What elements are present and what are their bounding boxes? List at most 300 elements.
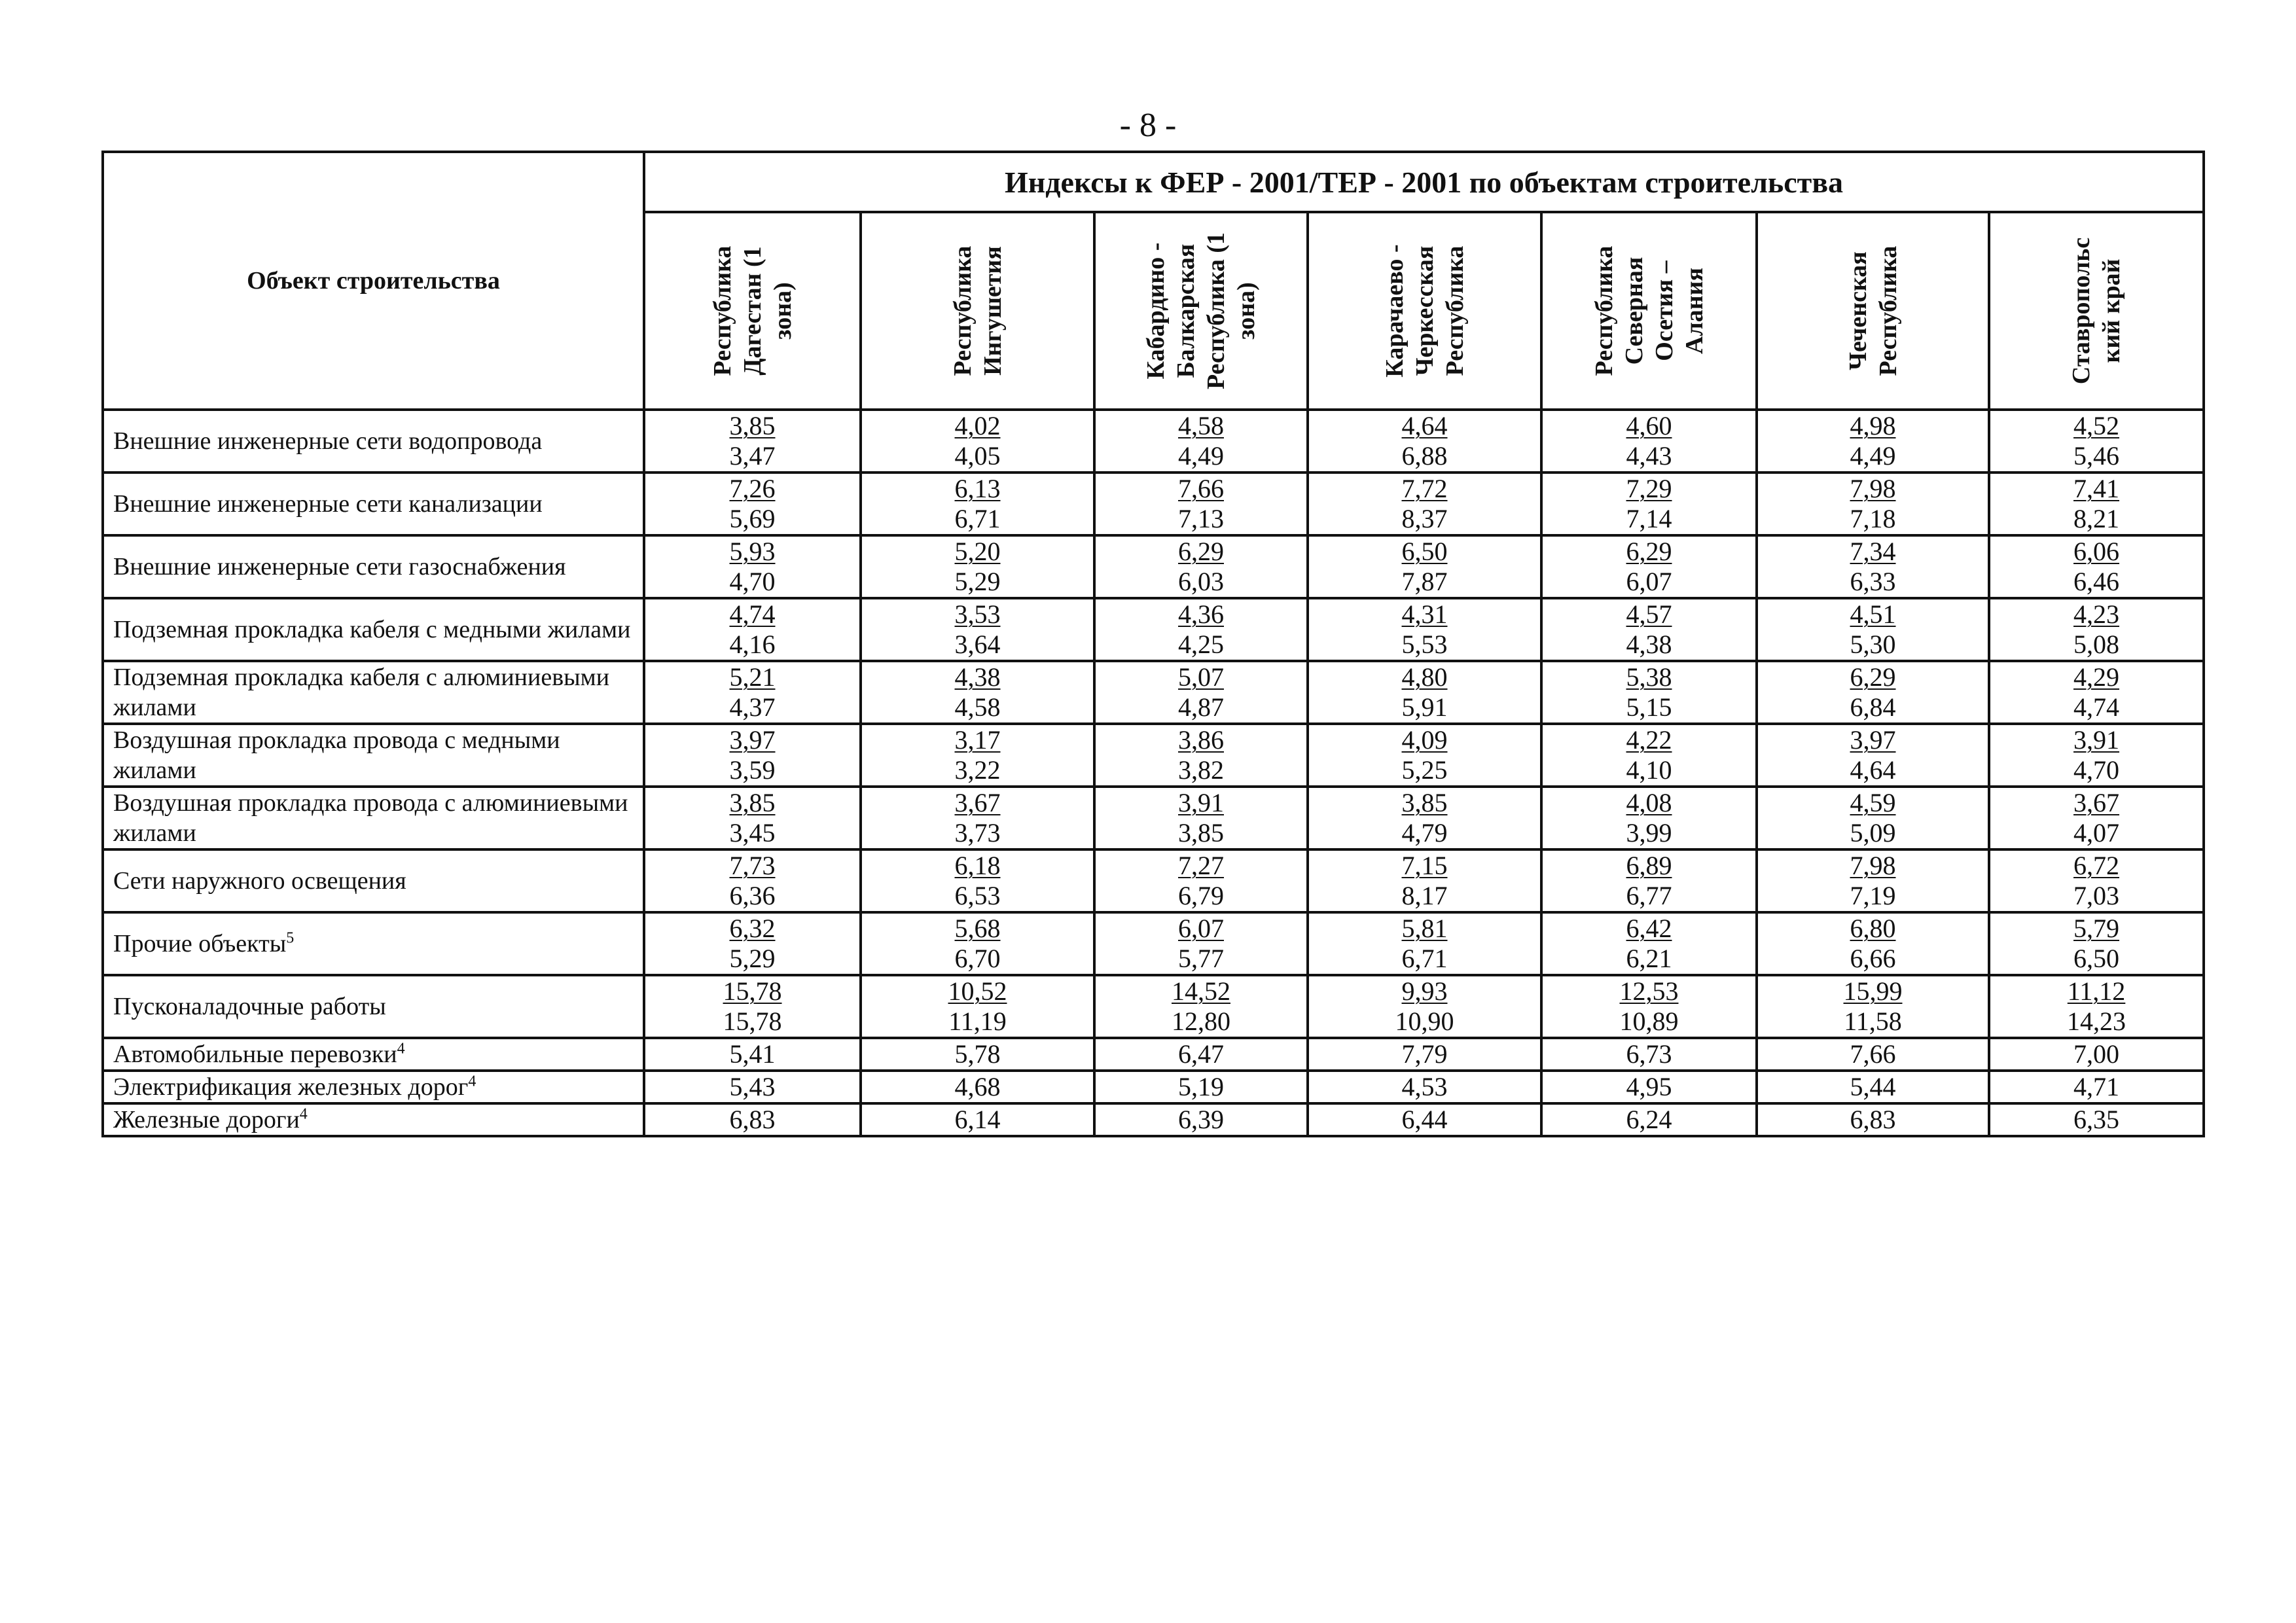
index-cell [644, 410, 861, 473]
index-value-ter: 4,38 [1626, 630, 1672, 659]
index-value: 6,24 [1626, 1105, 1672, 1134]
index-value-fer: 5,07 [1178, 662, 1224, 692]
index-value-fer: 4,02 [954, 411, 1001, 440]
object-name: Пусконаладочные работы [113, 993, 386, 1020]
index-value-ter: 5,08 [2073, 630, 2120, 659]
index-value-ter: 4,05 [954, 441, 1001, 471]
table-row [103, 1038, 2204, 1071]
index-cell [1757, 473, 1989, 535]
index-value-fer: 4,09 [1401, 725, 1448, 755]
index-value: 6,83 [1850, 1105, 1896, 1134]
index-value-ter: 5,91 [1401, 692, 1448, 722]
object-name-cell [103, 1038, 644, 1071]
index-value: 5,44 [1850, 1072, 1896, 1101]
index-cell [1094, 975, 1308, 1038]
index-value-ter: 3,73 [954, 818, 1001, 847]
index-cell [1541, 1071, 1757, 1103]
index-value-ter: 6,71 [954, 504, 1001, 533]
index-value: 7,00 [2073, 1039, 2120, 1069]
index-value-fer: 11,12 [2067, 976, 2126, 1006]
index-value-fer: 7,98 [1850, 474, 1896, 503]
index-value-ter: 3,22 [954, 755, 1001, 785]
index-value-fer: 4,64 [1401, 411, 1448, 440]
index-cell [1757, 1103, 1989, 1136]
index-value-fer: 9,93 [1401, 976, 1448, 1006]
object-name-cell [103, 535, 644, 598]
object-name-cell [103, 1103, 644, 1136]
index-cell [861, 787, 1094, 849]
index-cell [1757, 787, 1989, 849]
index-value-fer: 7,15 [1401, 851, 1448, 880]
table-row [103, 912, 2204, 975]
table-row [103, 724, 2204, 787]
index-value-fer: 5,68 [954, 914, 1001, 943]
index-value-fer: 10,52 [948, 976, 1007, 1006]
index-value-fer: 3,85 [1401, 788, 1448, 817]
index-value-fer: 7,41 [2073, 474, 2120, 503]
index-cell [1757, 410, 1989, 473]
index-value-fer: 3,97 [729, 725, 776, 755]
index-cell [861, 661, 1094, 724]
index-cell [1308, 661, 1541, 724]
index-value-ter: 3,59 [729, 755, 776, 785]
object-name: Подземная прокладка кабеля с медными жилами [113, 616, 631, 643]
index-value-fer: 4,31 [1401, 599, 1448, 629]
index-cell [644, 912, 861, 975]
index-cell [1308, 787, 1541, 849]
region-header-kabardino-balkaria [1094, 212, 1308, 410]
index-value-ter: 4,79 [1401, 818, 1448, 847]
index-cell [1094, 724, 1308, 787]
index-value-fer: 3,17 [954, 725, 1001, 755]
index-value-ter: 10,90 [1395, 1007, 1454, 1036]
object-name-cell [103, 787, 644, 849]
index-cell [1989, 975, 2204, 1038]
index-cell [644, 975, 861, 1038]
index-cell [1989, 473, 2204, 535]
index-value-ter: 11,19 [948, 1007, 1007, 1036]
index-value-fer: 7,72 [1401, 474, 1448, 503]
index-value-ter: 5,29 [729, 944, 776, 973]
index-value-ter: 5,15 [1626, 692, 1672, 722]
index-value-fer: 6,42 [1626, 914, 1672, 943]
index-cell [1094, 473, 1308, 535]
table-body [103, 410, 2204, 1136]
index-cell [1308, 1103, 1541, 1136]
region-header-north-ossetia [1541, 212, 1757, 410]
index-cell [644, 787, 861, 849]
index-value-fer: 7,27 [1178, 851, 1224, 880]
index-cell [1094, 912, 1308, 975]
index-cell [1541, 724, 1757, 787]
index-value-ter: 3,64 [954, 630, 1001, 659]
index-value-ter: 8,37 [1401, 504, 1448, 533]
index-value-fer: 3,67 [954, 788, 1001, 817]
index-value-fer: 4,98 [1850, 411, 1896, 440]
index-value: 5,19 [1178, 1072, 1224, 1101]
object-name: Прочие объекты [113, 930, 287, 957]
index-value: 5,41 [729, 1039, 776, 1069]
index-cell [1308, 912, 1541, 975]
index-cell [861, 598, 1094, 661]
region-header-label: Чеченская Республика [1844, 245, 1902, 376]
index-value-ter: 4,70 [2073, 755, 2120, 785]
index-value-fer: 5,79 [2073, 914, 2120, 943]
index-value-ter: 4,70 [729, 567, 776, 596]
index-cell [1094, 661, 1308, 724]
index-cell [1094, 787, 1308, 849]
index-cell [861, 1071, 1094, 1103]
index-cell [1989, 787, 2204, 849]
index-cell [1757, 598, 1989, 661]
indices-table [101, 151, 2205, 1137]
table-row [103, 661, 2204, 724]
index-value: 4,95 [1626, 1072, 1672, 1101]
index-cell [1094, 1038, 1308, 1071]
region-header-label: Ставропольс кий край [2068, 237, 2126, 385]
region-header-label: Кабардино - Балкарская Республика (1 зона) [1142, 232, 1260, 390]
index-cell [1308, 724, 1541, 787]
region-header-karachay-cherkessia [1308, 212, 1541, 410]
index-value-ter: 3,99 [1626, 818, 1672, 847]
index-value-ter: 6,79 [1178, 881, 1224, 910]
index-value-ter: 6,03 [1178, 567, 1224, 596]
index-cell [1989, 849, 2204, 912]
index-value-ter: 6,46 [2073, 567, 2120, 596]
index-cell [861, 410, 1094, 473]
index-value-fer: 7,98 [1850, 851, 1896, 880]
index-value-fer: 4,22 [1626, 725, 1672, 755]
index-cell [644, 598, 861, 661]
index-cell [1308, 535, 1541, 598]
index-value-ter: 7,19 [1850, 881, 1896, 910]
object-name-cell [103, 410, 644, 473]
indices-group-header: Индексы к ФЕР - 2001/ТЕР - 2001 по объектам строительства [644, 152, 2204, 212]
index-value-fer: 6,18 [954, 851, 1001, 880]
index-cell [1094, 598, 1308, 661]
index-value-fer: 7,73 [729, 851, 776, 880]
index-value-fer: 5,20 [954, 537, 1001, 566]
index-value-fer: 4,23 [2073, 599, 2120, 629]
index-value-ter: 4,49 [1850, 441, 1896, 471]
index-cell [1541, 535, 1757, 598]
region-header-ingushetia [861, 212, 1094, 410]
index-value-fer: 15,99 [1843, 976, 1903, 1006]
index-value-ter: 3,82 [1178, 755, 1224, 785]
index-value-fer: 4,74 [729, 599, 776, 629]
index-value: 7,66 [1850, 1039, 1896, 1069]
index-value: 5,78 [954, 1039, 1001, 1069]
index-value-fer: 15,78 [723, 976, 782, 1006]
index-cell [1989, 1071, 2204, 1103]
index-cell [1308, 473, 1541, 535]
index-value-ter: 5,53 [1401, 630, 1448, 659]
index-cell [861, 724, 1094, 787]
index-value-fer: 6,07 [1178, 914, 1224, 943]
index-value-fer: 4,52 [2073, 411, 2120, 440]
region-header-stavropol [1989, 212, 2204, 410]
index-value-ter: 6,66 [1850, 944, 1896, 973]
index-value-ter: 6,70 [954, 944, 1001, 973]
footnote-marker: 4 [468, 1073, 476, 1090]
index-value-ter: 4,64 [1850, 755, 1896, 785]
index-value-fer: 4,36 [1178, 599, 1224, 629]
index-cell [1757, 849, 1989, 912]
index-cell [1989, 1038, 2204, 1071]
index-value-ter: 4,49 [1178, 441, 1224, 471]
table-row [103, 535, 2204, 598]
index-cell [1541, 1103, 1757, 1136]
index-cell [1541, 661, 1757, 724]
index-value-fer: 6,80 [1850, 914, 1896, 943]
index-cell [1094, 535, 1308, 598]
index-cell [1308, 1038, 1541, 1071]
region-header-chechnya [1757, 212, 1989, 410]
index-cell [1757, 724, 1989, 787]
index-value-fer: 3,91 [1178, 788, 1224, 817]
index-cell [1989, 535, 2204, 598]
index-value-fer: 4,29 [2073, 662, 2120, 692]
index-value-fer: 3,86 [1178, 725, 1224, 755]
index-cell [644, 473, 861, 535]
index-value-fer: 4,57 [1626, 599, 1672, 629]
object-name-cell [103, 661, 644, 724]
index-value-ter: 6,21 [1626, 944, 1672, 973]
index-cell [1094, 1103, 1308, 1136]
table-row [103, 849, 2204, 912]
index-value-ter: 4,37 [729, 692, 776, 722]
object-name: Воздушная прокладка провода с медными жилами [113, 726, 560, 784]
region-header-label: Республика Дагестан (1 зона) [708, 245, 797, 376]
index-value-ter: 5,46 [2073, 441, 2120, 471]
index-value-fer: 6,29 [1850, 662, 1896, 692]
index-value-fer: 7,26 [729, 474, 776, 503]
index-value: 4,53 [1401, 1072, 1448, 1101]
index-value-fer: 6,72 [2073, 851, 2120, 880]
object-name: Электрификация железных дорог [113, 1073, 469, 1101]
index-value-fer: 4,51 [1850, 599, 1896, 629]
index-cell [1541, 410, 1757, 473]
object-name: Внешние инженерные сети газоснабжения [113, 553, 566, 580]
index-cell [861, 535, 1094, 598]
index-value-ter: 6,84 [1850, 692, 1896, 722]
index-value-fer: 5,81 [1401, 914, 1448, 943]
index-cell [1757, 975, 1989, 1038]
object-name: Воздушная прокладка провода с алюминиевыми жилами [113, 789, 628, 847]
index-value-fer: 5,21 [729, 662, 776, 692]
index-cell [1308, 975, 1541, 1038]
table-row [103, 473, 2204, 535]
index-value-ter: 15,78 [723, 1007, 782, 1036]
index-value-ter: 3,85 [1178, 818, 1224, 847]
index-value-fer: 6,29 [1178, 537, 1224, 566]
index-value: 7,79 [1401, 1039, 1448, 1069]
index-cell [1308, 410, 1541, 473]
index-value: 6,83 [729, 1105, 776, 1134]
index-cell [861, 849, 1094, 912]
index-cell [1541, 787, 1757, 849]
index-value-fer: 6,89 [1626, 851, 1672, 880]
index-value-ter: 6,53 [954, 881, 1001, 910]
index-value-ter: 7,18 [1850, 504, 1896, 533]
index-value-ter: 4,43 [1626, 441, 1672, 471]
index-cell [1989, 1103, 2204, 1136]
index-cell [1541, 473, 1757, 535]
page-number: - 8 - [1119, 107, 1177, 144]
index-value-ter: 5,69 [729, 504, 776, 533]
index-value-ter: 4,87 [1178, 692, 1224, 722]
object-column-header: Объект строительства [103, 152, 644, 410]
index-value-fer: 3,67 [2073, 788, 2120, 817]
index-value-fer: 3,85 [729, 788, 776, 817]
index-value-ter: 7,14 [1626, 504, 1672, 533]
index-value: 4,71 [2073, 1072, 2120, 1101]
index-value-fer: 4,59 [1850, 788, 1896, 817]
index-cell [1989, 410, 2204, 473]
index-value-ter: 5,29 [954, 567, 1001, 596]
table-row [103, 787, 2204, 849]
index-cell [1094, 410, 1308, 473]
index-cell [644, 1071, 861, 1103]
index-value-ter: 7,13 [1178, 504, 1224, 533]
region-header-dagestan [644, 212, 861, 410]
index-value-ter: 6,88 [1401, 441, 1448, 471]
index-value-fer: 5,38 [1626, 662, 1672, 692]
index-value-ter: 6,71 [1401, 944, 1448, 973]
index-cell [861, 1103, 1094, 1136]
index-value: 6,73 [1626, 1039, 1672, 1069]
footnote-marker: 4 [299, 1105, 308, 1123]
index-cell [644, 1103, 861, 1136]
object-name: Сети наружного освещения [113, 867, 406, 895]
index-value-fer: 4,58 [1178, 411, 1224, 440]
index-value-ter: 6,33 [1850, 567, 1896, 596]
index-value-fer: 6,06 [2073, 537, 2120, 566]
index-value-ter: 4,07 [2073, 818, 2120, 847]
index-cell [1757, 1038, 1989, 1071]
index-value-fer: 3,91 [2073, 725, 2120, 755]
index-value-ter: 3,45 [729, 818, 776, 847]
index-cell [1989, 661, 2204, 724]
index-value-ter: 14,23 [2067, 1007, 2126, 1036]
index-cell [1541, 1038, 1757, 1071]
index-cell [861, 975, 1094, 1038]
index-value-ter: 4,25 [1178, 630, 1224, 659]
object-name: Автомобильные перевозки [113, 1041, 397, 1068]
index-value-ter: 6,07 [1626, 567, 1672, 596]
index-cell [1757, 912, 1989, 975]
region-header-label: Республика Ингушетия [948, 245, 1007, 376]
index-cell [644, 1038, 861, 1071]
index-cell [644, 849, 861, 912]
object-name: Железные дороги [113, 1106, 300, 1133]
index-value-fer: 5,93 [729, 537, 776, 566]
object-name-cell [103, 724, 644, 787]
index-cell [1757, 535, 1989, 598]
index-value-fer: 4,80 [1401, 662, 1448, 692]
index-value-fer: 4,08 [1626, 788, 1672, 817]
index-cell [861, 912, 1094, 975]
index-cell [1541, 912, 1757, 975]
index-value: 4,68 [954, 1072, 1001, 1101]
index-cell [861, 473, 1094, 535]
index-value-fer: 7,29 [1626, 474, 1672, 503]
index-cell [1757, 1071, 1989, 1103]
index-value-ter: 5,77 [1178, 944, 1224, 973]
index-value-ter: 6,36 [729, 881, 776, 910]
index-cell [1308, 849, 1541, 912]
index-cell [1989, 724, 2204, 787]
region-header-label: Карачаево - Черкесская Республика [1380, 244, 1469, 378]
index-cell [1541, 849, 1757, 912]
object-name-cell [103, 598, 644, 661]
index-value-ter: 5,25 [1401, 755, 1448, 785]
index-cell [644, 724, 861, 787]
index-value: 5,43 [729, 1072, 776, 1101]
index-cell [861, 1038, 1094, 1071]
table-row [103, 1071, 2204, 1103]
index-value-ter: 6,77 [1626, 881, 1672, 910]
object-name: Подземная прокладка кабеля с алюминиевыми жилами [113, 664, 610, 721]
index-value-ter: 5,30 [1850, 630, 1896, 659]
index-cell [1308, 598, 1541, 661]
index-cell [1757, 661, 1989, 724]
index-cell [644, 535, 861, 598]
index-value-ter: 5,09 [1850, 818, 1896, 847]
index-value: 6,47 [1178, 1039, 1224, 1069]
index-value-ter: 7,87 [1401, 567, 1448, 596]
index-value-fer: 6,29 [1626, 537, 1672, 566]
object-name: Внешние инженерные сети водопровода [113, 427, 543, 455]
index-value-fer: 6,32 [729, 914, 776, 943]
index-value-ter: 4,58 [954, 692, 1001, 722]
index-value-fer: 6,13 [954, 474, 1001, 503]
table-row [103, 410, 2204, 473]
index-cell [1308, 1071, 1541, 1103]
footnote-marker: 4 [397, 1040, 405, 1058]
index-value-ter: 8,17 [1401, 881, 1448, 910]
index-value-fer: 3,85 [729, 411, 776, 440]
index-value-fer: 6,50 [1401, 537, 1448, 566]
index-value-ter: 4,74 [2073, 692, 2120, 722]
index-value-ter: 12,80 [1172, 1007, 1230, 1036]
index-cell [1094, 849, 1308, 912]
index-value-fer: 3,53 [954, 599, 1001, 629]
object-name-cell [103, 975, 644, 1038]
table-row [103, 1103, 2204, 1136]
index-cell [1989, 912, 2204, 975]
index-value-fer: 4,60 [1626, 411, 1672, 440]
object-name-cell [103, 473, 644, 535]
index-value-fer: 4,38 [954, 662, 1001, 692]
index-value-fer: 14,52 [1172, 976, 1230, 1006]
index-value: 6,14 [954, 1105, 1001, 1134]
object-name-cell [103, 912, 644, 975]
index-cell [1989, 598, 2204, 661]
footnote-marker: 5 [286, 929, 295, 947]
index-value-ter: 8,21 [2073, 504, 2120, 533]
index-cell [1094, 1071, 1308, 1103]
index-value: 6,35 [2073, 1105, 2120, 1134]
index-value-fer: 7,34 [1850, 537, 1896, 566]
index-value-ter: 4,10 [1626, 755, 1672, 785]
index-value-fer: 7,66 [1178, 474, 1224, 503]
index-value-ter: 4,16 [729, 630, 776, 659]
region-header-label: Республика Северная Осетия – Алания [1590, 245, 1708, 376]
index-cell [1541, 975, 1757, 1038]
index-value: 6,44 [1401, 1105, 1448, 1134]
index-value-fer: 12,53 [1619, 976, 1679, 1006]
